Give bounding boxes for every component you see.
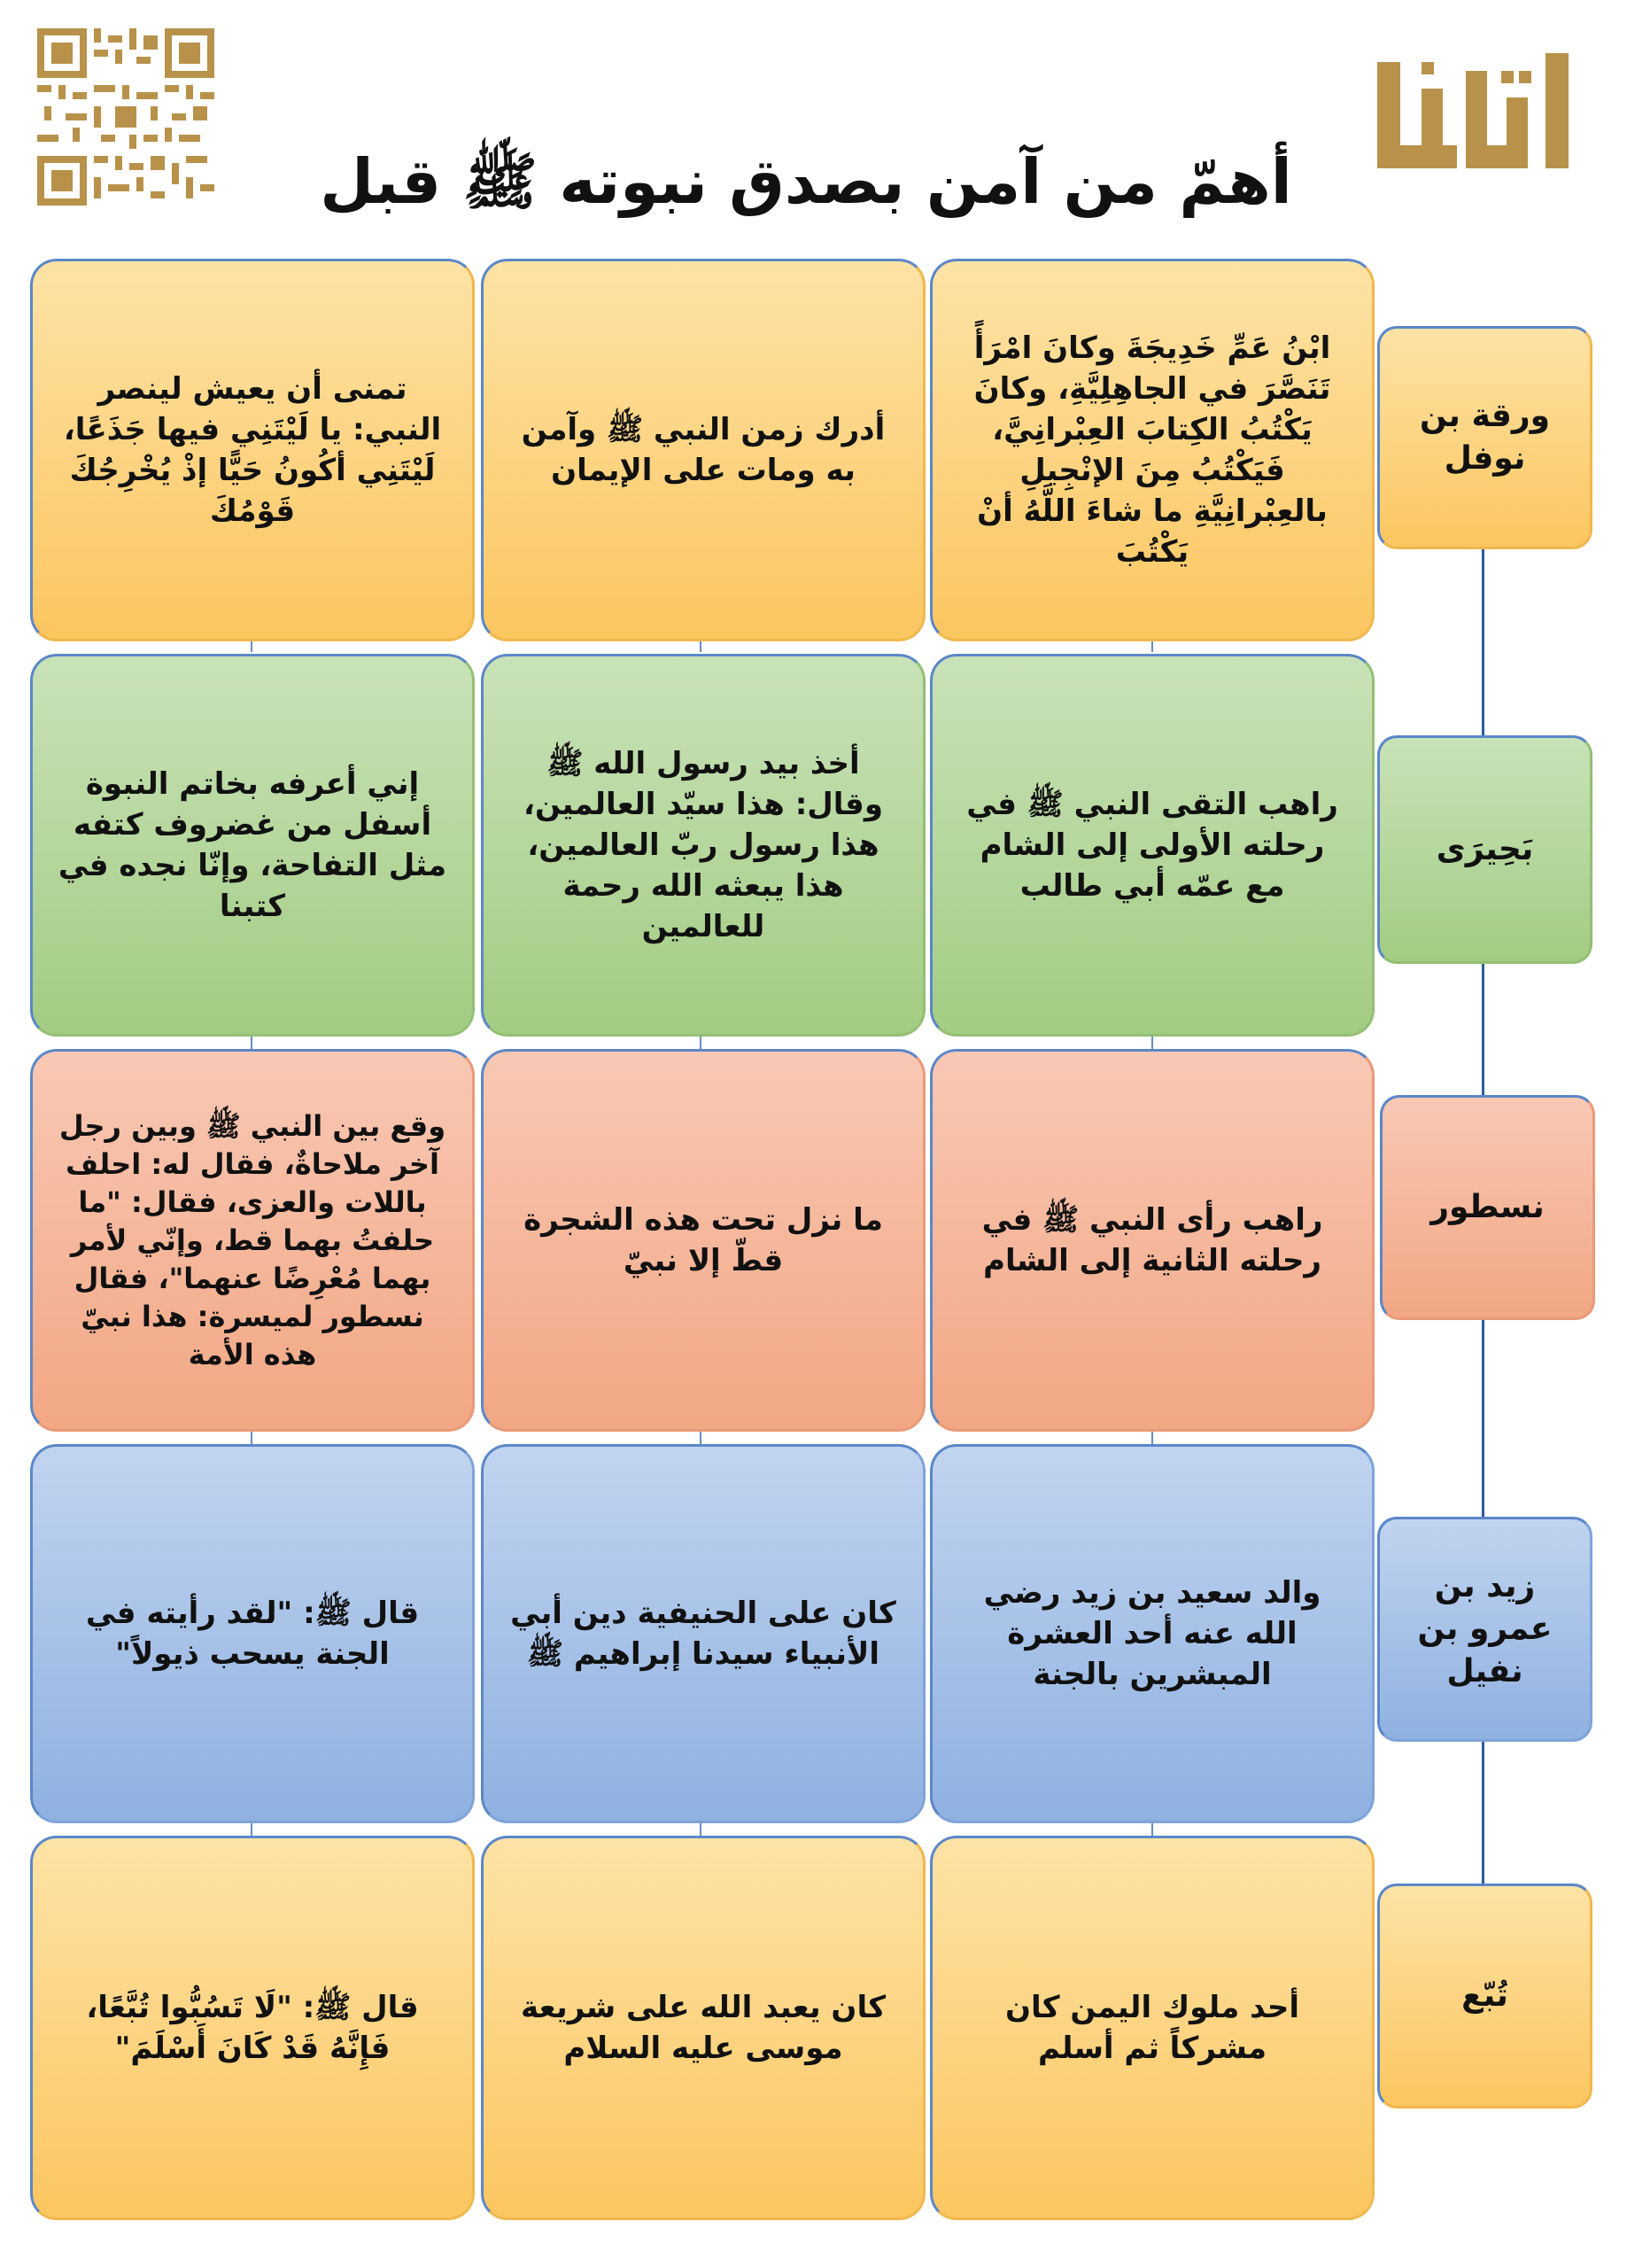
card-bahira-seal: إني أعرفه بخاتم النبوة أسفل من غضروف كتفه مثل التفاحة، وإنّا نجده في كتبنا [30,654,475,1037]
card-bahira-statement: أخذ بيد رسول الله ﷺ وقال: هذا سيّد العالمين، هذا رسول ربّ العالمين، هذا يبعثه الله رحمة للعالمين [481,654,926,1037]
card-nestor-tree: ما نزل تحت هذه الشجرة قطّ إلا نبيّ [481,1049,926,1432]
row-label-nestor: نسطور [1380,1095,1595,1320]
grid-line [700,1432,701,1444]
brand-logo [1368,35,1581,186]
timeline-connector [1482,549,1484,735]
timeline-connector [1482,1320,1484,1517]
qr-code [37,28,214,206]
grid-line [700,640,701,652]
card-waraqah-wish: تمنى أن يعيش لينصر النبي: يا لَيْتَنِي فيها جَذَعًا، لَيْتَنِي أكُونُ حَيًّا إذْ يُخْرِجُكَ قَوْمُكَ [30,259,475,641]
card-zaid-description: والد سعيد بن زيد رضي الله عنه أحد العشرة المبشرين بالجنة [930,1444,1375,1823]
grid-line [1151,1823,1153,1836]
grid-line [251,1432,252,1444]
card-bahira-description: راهب التقى النبي ﷺ في رحلته الأولى إلى الشام مع عمّه أبي طالب [930,654,1375,1037]
timeline-connector [1482,964,1484,1095]
grid-line [251,640,252,652]
card-nestor-description: راهب رأى النبي ﷺ في رحلته الثانية إلى الشام [930,1049,1375,1432]
qr-code-icon [37,28,214,206]
grid-line [700,1037,701,1049]
card-tubba-description: أحد ملوك اليمن كان مشركاً ثم أسلم [930,1836,1375,2220]
card-zaid-hadith: قال ﷺ: "لقد رأيته في الجنة يسحب ذيولاً" [30,1444,475,1823]
card-nestor-oath: وقع بين النبي ﷺ وبين رجل آخر ملاحاةٌ، فقال له: احلف باللات والعزى، فقال: "ما حلفتُ بهما قط، وإنّي لأمر بهما مُعْرِضًا عنهما"، فقال نسطور لميسرة: هذا نبيّ هذه الأمة [30,1049,475,1432]
grid-line [1151,1037,1153,1049]
grid-line [251,1037,252,1049]
card-waraqah-description: ابْنُ عَمِّ خَدِيجَةَ وكانَ امْرَأً تَنَصَّرَ في الجاهِلِيَّةِ، وكانَ يَكْتُبُ الكِتابَ العِبْرانِيَّ، فَيَكْتُبُ مِنَ الإنْجِيلِ بالعِبْرانِيَّةِ ما شاءَ اللَّهُ أنْ يَكْتُبَ [930,259,1375,641]
brand-logo-icon [1368,35,1581,186]
row-label-tubba: تُبّع [1377,1884,1592,2109]
grid-line [700,1823,701,1836]
timeline-connector [1482,1742,1484,1884]
card-tubba-hadith: قال ﷺ: "لَا تَسُبُّوا تُبَّعًا، فَإِنَّهُ قَدْ كَانَ أَسْلَمَ" [30,1836,475,2220]
row-label-bahira: بَحِيرَى [1377,735,1592,964]
card-tubba-worship: كان يعبد الله على شريعة موسى عليه السلام [481,1836,926,2220]
grid-line [1151,640,1153,652]
page-title: أهمّ من آمن بصدق نبوته ﷺ قبل [320,145,1292,218]
row-label-waraqah: ورقة بن نوفل [1377,326,1592,549]
card-zaid-hanifiyya: كان على الحنيفية دين أبي الأنبياء سيدنا إبراهيم ﷺ [481,1444,926,1823]
grid-line [1151,1432,1153,1444]
card-waraqah-faith: أدرك زمن النبي ﷺ وآمن به ومات على الإيمان [481,259,926,641]
row-label-zaid: زيد بن عمرو بن نفيل [1377,1517,1592,1742]
grid-line [251,1823,252,1836]
